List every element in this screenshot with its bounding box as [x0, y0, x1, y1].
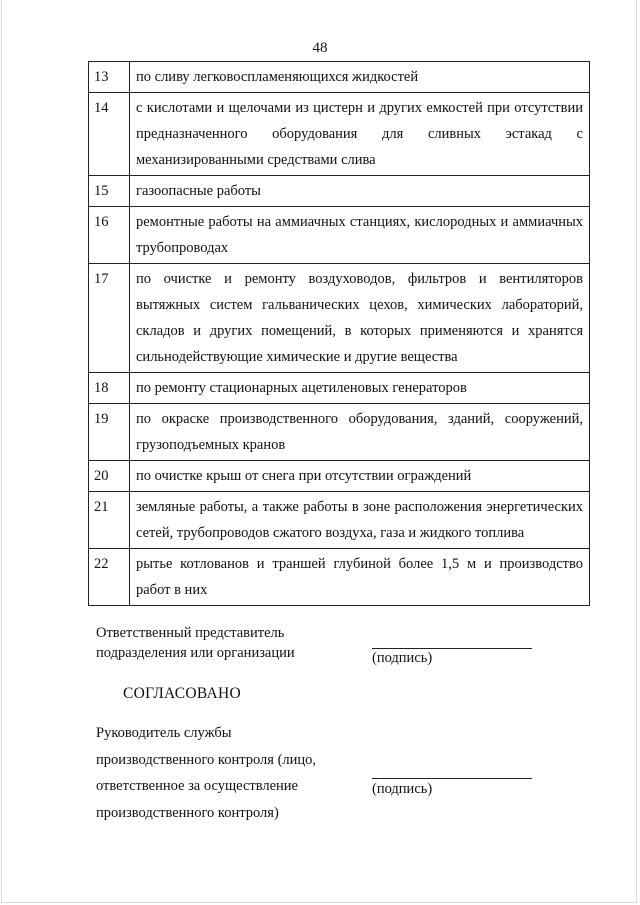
row-number: 22: [89, 549, 130, 606]
row-number: 16: [89, 207, 130, 264]
head-line-1: Руководитель службы: [96, 725, 232, 741]
table-row: [89, 93, 590, 176]
table-row: [89, 207, 590, 264]
row-text: по ремонту стационарных ацетиленовых генераторов: [130, 373, 590, 404]
row-number: 20: [89, 461, 130, 492]
head-line-3: ответственное за осуществление: [96, 778, 298, 794]
row-text: с кислотами и щелочами из цистерн и других емкостей при отсутствии предназначенного оборудования для сливных эстакад с механизированными средствами слива: [130, 93, 590, 176]
signature-line-responsible: [372, 648, 532, 649]
row-number: 21: [89, 492, 130, 549]
table-row: [89, 461, 590, 492]
table-row: [89, 549, 590, 606]
row-number: 13: [89, 62, 130, 93]
row-text: земляные работы, а также работы в зоне расположения энергетических сетей, трубопроводов сжатого воздуха, газа и жидкого топлива: [130, 492, 590, 549]
table-row: [89, 62, 590, 93]
agreed-heading: СОГЛАСОВАНО: [123, 685, 242, 702]
row-text: по сливу легковоспламеняющихся жидкостей: [130, 62, 590, 93]
page-number: 48: [312, 40, 328, 56]
row-number: 14: [89, 93, 130, 176]
table-row: [89, 492, 590, 549]
production-control-head: [96, 720, 316, 826]
row-number: 15: [89, 176, 130, 207]
table-row: [89, 404, 590, 461]
signature-label-responsible: (подпись): [372, 650, 433, 666]
row-text: по очистке и ремонту воздуховодов, фильтров и вентиляторов вытяжных систем гальванических цехов, химических лабораторий, складов и других помещений, в которых применяются и хранятся сильнодействующие химические и другие вещества: [130, 264, 590, 373]
table-row: [89, 264, 590, 373]
table-row: [89, 176, 590, 207]
responsible-representative: [96, 623, 295, 663]
row-number: 17: [89, 264, 130, 373]
row-number: 19: [89, 404, 130, 461]
row-text: газоопасные работы: [130, 176, 590, 207]
head-line-4: производственного контроля): [96, 804, 279, 821]
responsible-line-2: подразделения или организации: [96, 645, 295, 661]
row-number: 18: [89, 373, 130, 404]
table-row: [89, 373, 590, 404]
works-table: [88, 61, 590, 606]
signature-line-head: [372, 778, 532, 779]
responsible-line-1: Ответственный представитель: [96, 625, 285, 641]
row-text: ремонтные работы на аммиачных станциях, кислородных и аммиачных трубопроводах: [130, 207, 590, 264]
row-text: рытье котлованов и траншей глубиной более 1,5 м и производство работ в них: [130, 549, 590, 606]
row-text: по окраске производственного оборудования, зданий, сооружений, грузоподъемных кранов: [130, 404, 590, 461]
row-text: по очистке крыш от снега при отсутствии ограждений: [130, 461, 590, 492]
signature-label-head: (подпись): [372, 781, 433, 797]
head-line-2: производственного контроля (лицо,: [96, 751, 317, 768]
